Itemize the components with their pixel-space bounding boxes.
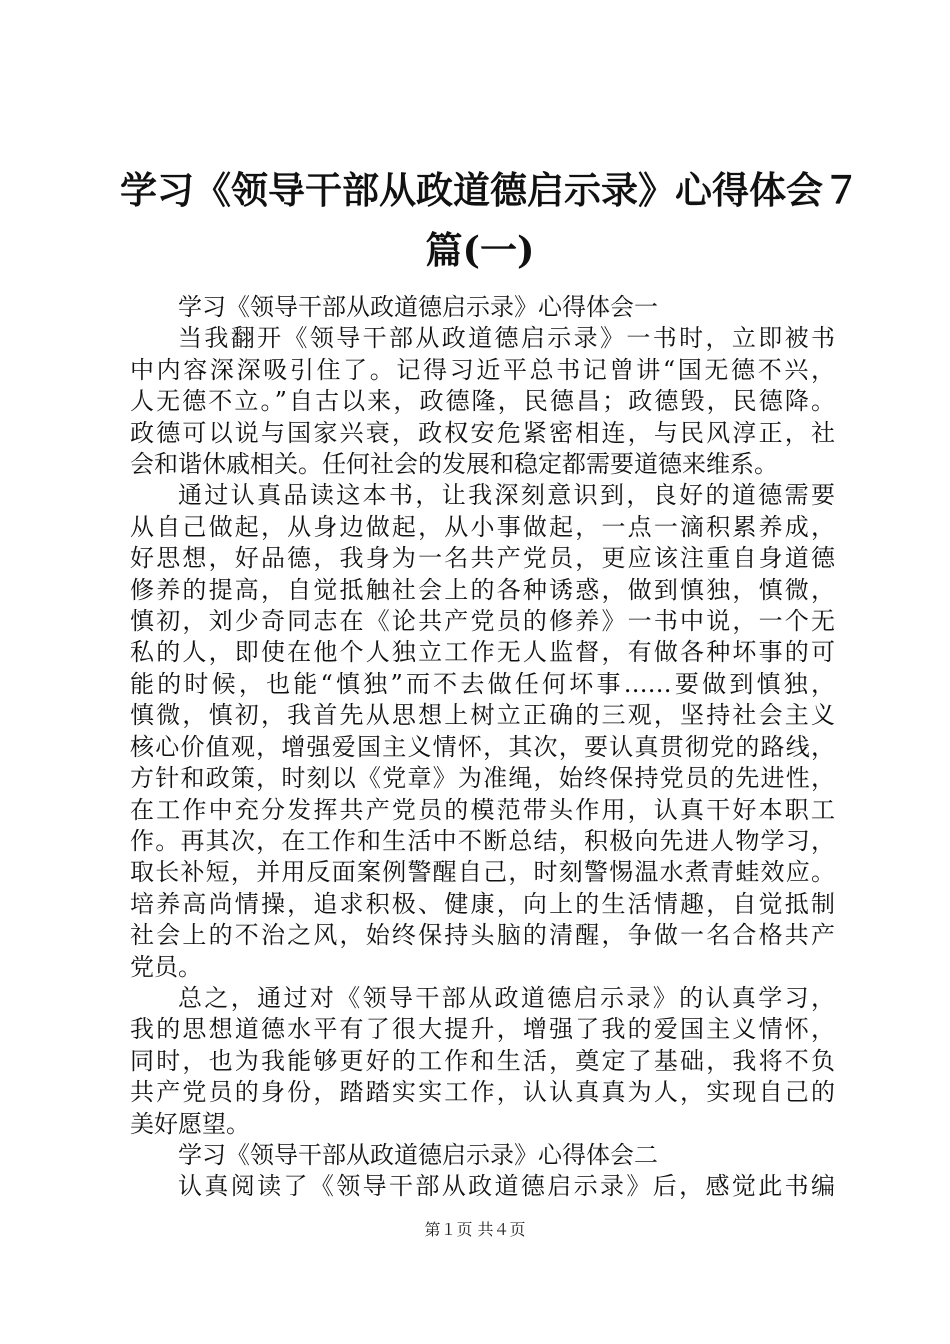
paragraph-line: 培养高尚情操，追求积极、健康，向上的生活情趣，自觉抵制	[130, 889, 835, 918]
paragraph-line: 取长补短，并用反面案例警醒自己，时刻警惕温水煮青蛙效应。	[130, 858, 835, 887]
paragraph-line: 总之，通过对《领导干部从政道德启示录》的认真学习，	[178, 983, 835, 1012]
title-line-1: 学习《领导干部从政道德启示录》心得体会７	[120, 168, 860, 212]
paragraph-line: 同时，也为我能够更好的工作和生活，奠定了基础，我将不负	[130, 1046, 835, 1075]
paragraph-line: 慎微，慎初，我首先从思想上树立正确的三观，坚持社会主义	[130, 701, 835, 730]
paragraph-line: 社会上的不治之风，始终保持头脑的清醒，争做一名合格共产	[130, 921, 835, 950]
document-title	[120, 160, 860, 280]
paragraph-line: 作。再其次，在工作和生活中不断总结，积极向先进人物学习，	[130, 826, 835, 855]
paragraph-line: 当我翻开《领导干部从政道德启示录》一书时，立即被书	[178, 324, 835, 353]
paragraph-line: 通过认真品读这本书，让我深刻意识到，良好的道德需要	[178, 481, 835, 510]
paragraph-1	[130, 323, 835, 480]
paragraph-3	[130, 983, 835, 1140]
paragraph-line: 修养的提高，自觉抵触社会上的各种诱惑，做到慎独，慎微，	[130, 575, 835, 604]
section-heading-1: 学习《领导干部从政道德启示录》心得体会一	[178, 293, 658, 321]
paragraph-line: 慎初，刘少奇同志在《论共产党员的修养》一书中说，一个无	[130, 607, 835, 636]
document-body	[130, 292, 835, 1203]
paragraph-line: 政德可以说与国家兴衰，政权安危紧密相连，与民风淳正，社	[130, 418, 835, 447]
paragraph-line: 认真阅读了《领导干部从政道德启示录》后，感觉此书编	[178, 1172, 835, 1201]
paragraph-line: 我的思想道德水平有了很大提升，增强了我的爱国主义情怀，	[130, 1015, 835, 1044]
paragraph-line: 在工作中充分发挥共产党员的模范带头作用，认真干好本职工	[130, 795, 835, 824]
paragraph-line: 方针和政策，时刻以《党章》为准绳，始终保持党员的先进性，	[130, 764, 835, 793]
title-line-2: 篇(一)	[425, 228, 535, 272]
page-footer: 第１页 共４页	[424, 1220, 526, 1239]
paragraph-2	[130, 480, 835, 983]
paragraph-line: 能的时候，也能“慎独”而不去做任何坏事……要做到慎独，	[130, 669, 835, 698]
paragraph-line: 党员。	[130, 952, 202, 981]
paragraph-line: 美好愿望。	[130, 1109, 250, 1138]
paragraph-line: 私的人，即使在他个人独立工作无人监督，有做各种坏事的可	[130, 638, 835, 667]
paragraph-line: 中内容深深吸引住了。记得习近平总书记曾讲“国无德不兴，	[130, 355, 835, 384]
section-heading-2: 学习《领导干部从政道德启示录》心得体会二	[178, 1140, 658, 1169]
paragraph-4	[130, 1171, 835, 1202]
paragraph-line: 人无德不立。”自古以来，政德隆，民德昌；政德毁，民德降。	[130, 387, 835, 416]
paragraph-line: 好思想，好品德，我身为一名共产党员，更应该注重自身道德	[130, 544, 835, 573]
paragraph-line: 共产党员的身份，踏踏实实工作，认认真真为人，实现自己的	[130, 1078, 835, 1107]
paragraph-line: 会和谐休戚相关。任何社会的发展和稳定都需要道德来维系。	[130, 450, 778, 479]
paragraph-line: 从自己做起，从身边做起，从小事做起，一点一滴积累养成，	[130, 512, 835, 541]
paragraph-line: 核心价值观，增强爱国主义情怀，其次，要认真贯彻党的路线，	[130, 732, 835, 761]
